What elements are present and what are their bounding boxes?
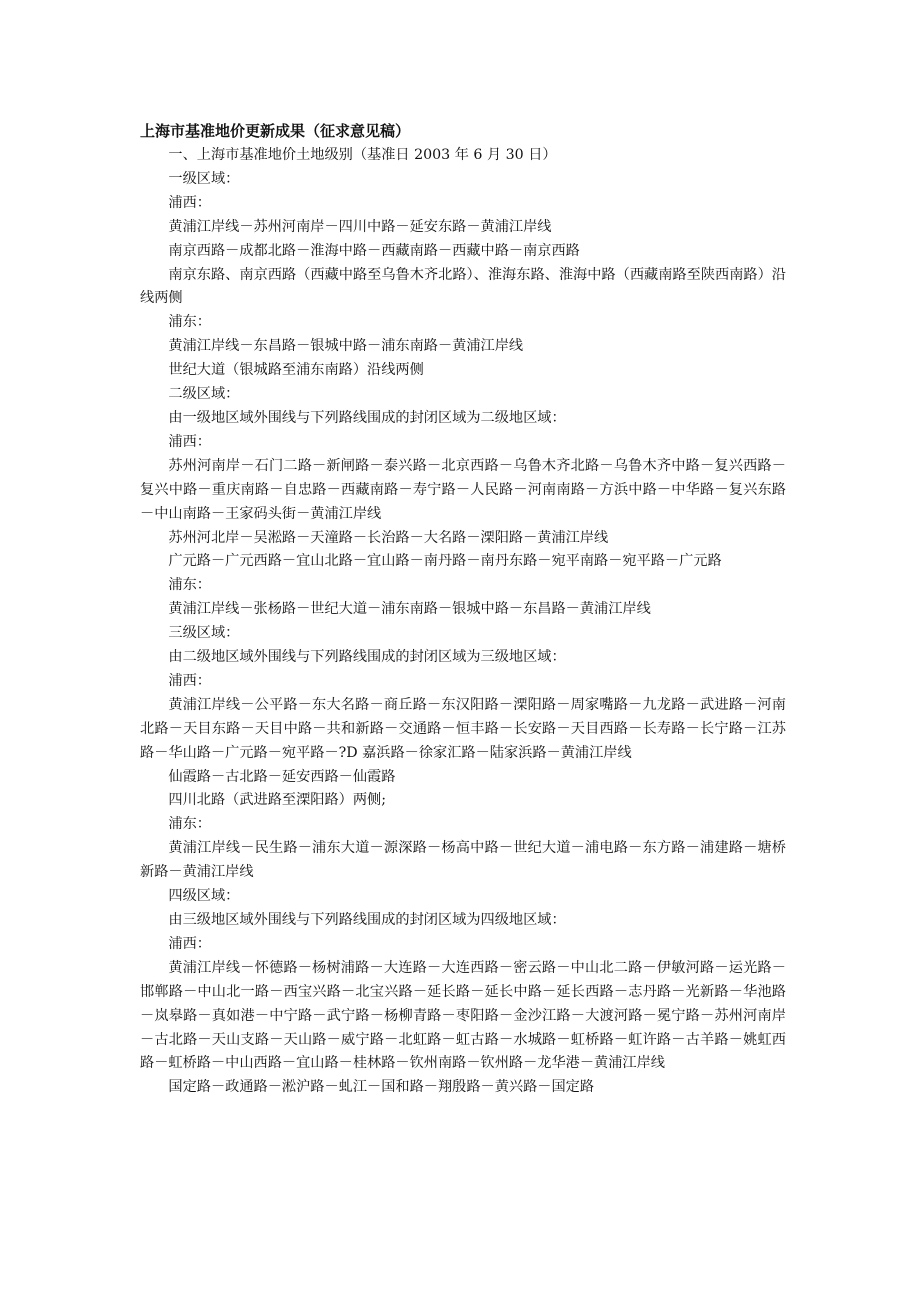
grade-4-heading: 四级区域： <box>168 888 240 905</box>
boundary-paragraph: 黄浦江岸线－怀德路－杨树浦路－大连路－大连西路－密云路－中山北二路－伊敏河路－运光路－邯郸路－中山北一路－西宝兴路－北宝兴路－延长路－延长中路－延长西路－志丹路－光新路－华池路－岚皋路－真如港－中宁路－武宁路－杨柳青路－枣阳路－金沙江路－大渡河路－冕宁路－苏州河南岸－古北路－天山支路－天山路－威宁路－北虹路－虹古路－水城路－虹桥路－虹许路－古羊路－姚虹西路－虹桥路－中山西路－宜山路－桂林路－钦州南路－钦州路－龙华港－黄浦江岸线 <box>140 959 786 1072</box>
boundary-paragraph: 南京东路、南京西路（西藏中路至乌鲁木齐北路）、淮海东路、淮海中路（西藏南路至陕西南路）沿线两侧 <box>140 266 786 307</box>
boundary-paragraph: 苏州河南岸－石门二路－新闸路－泰兴路－北京西路－乌鲁木齐北路－乌鲁木齐中路－复兴西路－复兴中路－重庆南路－自忠路－西藏南路－寿宁路－人民路－河南南路－方浜中路－中华路－复兴东路－中山南路－王家码头街－黄浦江岸线 <box>140 457 786 522</box>
grade-4-description: 由三级地区域外围线与下列路线围成的封闭区域为四级地区域： <box>168 912 566 928</box>
boundary-paragraph: 黄浦江岸线－公平路－东大名路－商丘路－东汉阳路－溧阳路－周家嘴路－九龙路－武进路－河南北路－天目东路－天目中路－共和新路－交通路－恒丰路－长安路－天目西路－长寿路－长宁路－江苏路－华山路－广元路－宛平路－?D 嘉浜路－徐家汇路－陆家浜路－黄浦江岸线 <box>140 696 786 761</box>
boundary-paragraph: 四川北路（武进路至溧阳路）两侧; <box>168 792 386 809</box>
grade-3-description: 由二级地区域外围线与下列路线围成的封闭区域为三级地区域： <box>168 649 566 666</box>
boundary-paragraph: 广元路－广元西路－宜山北路－宜山路－南丹路－南丹东路－宛平南路－宛平路－广元路 <box>168 553 722 570</box>
boundary-paragraph: 国定路－政通路－淞沪路－虬江－国和路－翔殷路－黄兴路－国定路 <box>168 1079 595 1096</box>
grade-2-description: 由一级地区域外围线与下列路线围成的封闭区域为二级地区域： <box>168 409 566 426</box>
boundary-paragraph: 黄浦江岸线－苏州河南岸－四川中路－延安东路－黄浦江岸线 <box>168 218 552 235</box>
grade-2-heading: 二级区域： <box>168 386 240 403</box>
grade-3-heading: 三级区域： <box>168 625 240 642</box>
pudong-label: 浦东： <box>168 577 211 594</box>
boundary-paragraph: 南京西路－成都北路－淮海中路－西藏南路－西藏中路－南京西路 <box>168 242 580 259</box>
boundary-paragraph: 世纪大道（银城路至浦东南路）沿线两侧 <box>168 362 424 379</box>
puxi-label: 浦西： <box>168 672 211 689</box>
puxi-label: 浦西： <box>168 194 211 211</box>
boundary-paragraph: 黄浦江岸线－张杨路－世纪大道－浦东南路－银城中路－东昌路－黄浦江岸线 <box>168 601 651 618</box>
pudong-label: 浦东： <box>168 816 211 833</box>
section-heading-land-grades: 一、上海市基准地价土地级别（基准日 2003 年 6 月 30 日） <box>168 147 557 163</box>
boundary-paragraph: 仙霞路－古北路－延安西路－仙霞路 <box>168 768 396 785</box>
grade-1-heading: 一级区域： <box>168 170 240 187</box>
document-page <box>140 119 786 1100</box>
boundary-paragraph: 黄浦江岸线－民生路－浦东大道－源深路－杨高中路－世纪大道－浦电路－东方路－浦建路－塘桥新路－黄浦江岸线 <box>140 840 786 881</box>
puxi-label: 浦西： <box>168 935 211 952</box>
pudong-label: 浦东： <box>168 314 211 331</box>
document-title: 上海市基准地价更新成果（征求意见稿） <box>140 122 411 140</box>
boundary-paragraph: 黄浦江岸线－东昌路－银城中路－浦东南路－黄浦江岸线 <box>168 338 524 355</box>
boundary-paragraph: 苏州河北岸－吴淞路－天潼路－长治路－大名路－溧阳路－黄浦江岸线 <box>168 529 609 546</box>
puxi-label: 浦西： <box>168 433 211 450</box>
